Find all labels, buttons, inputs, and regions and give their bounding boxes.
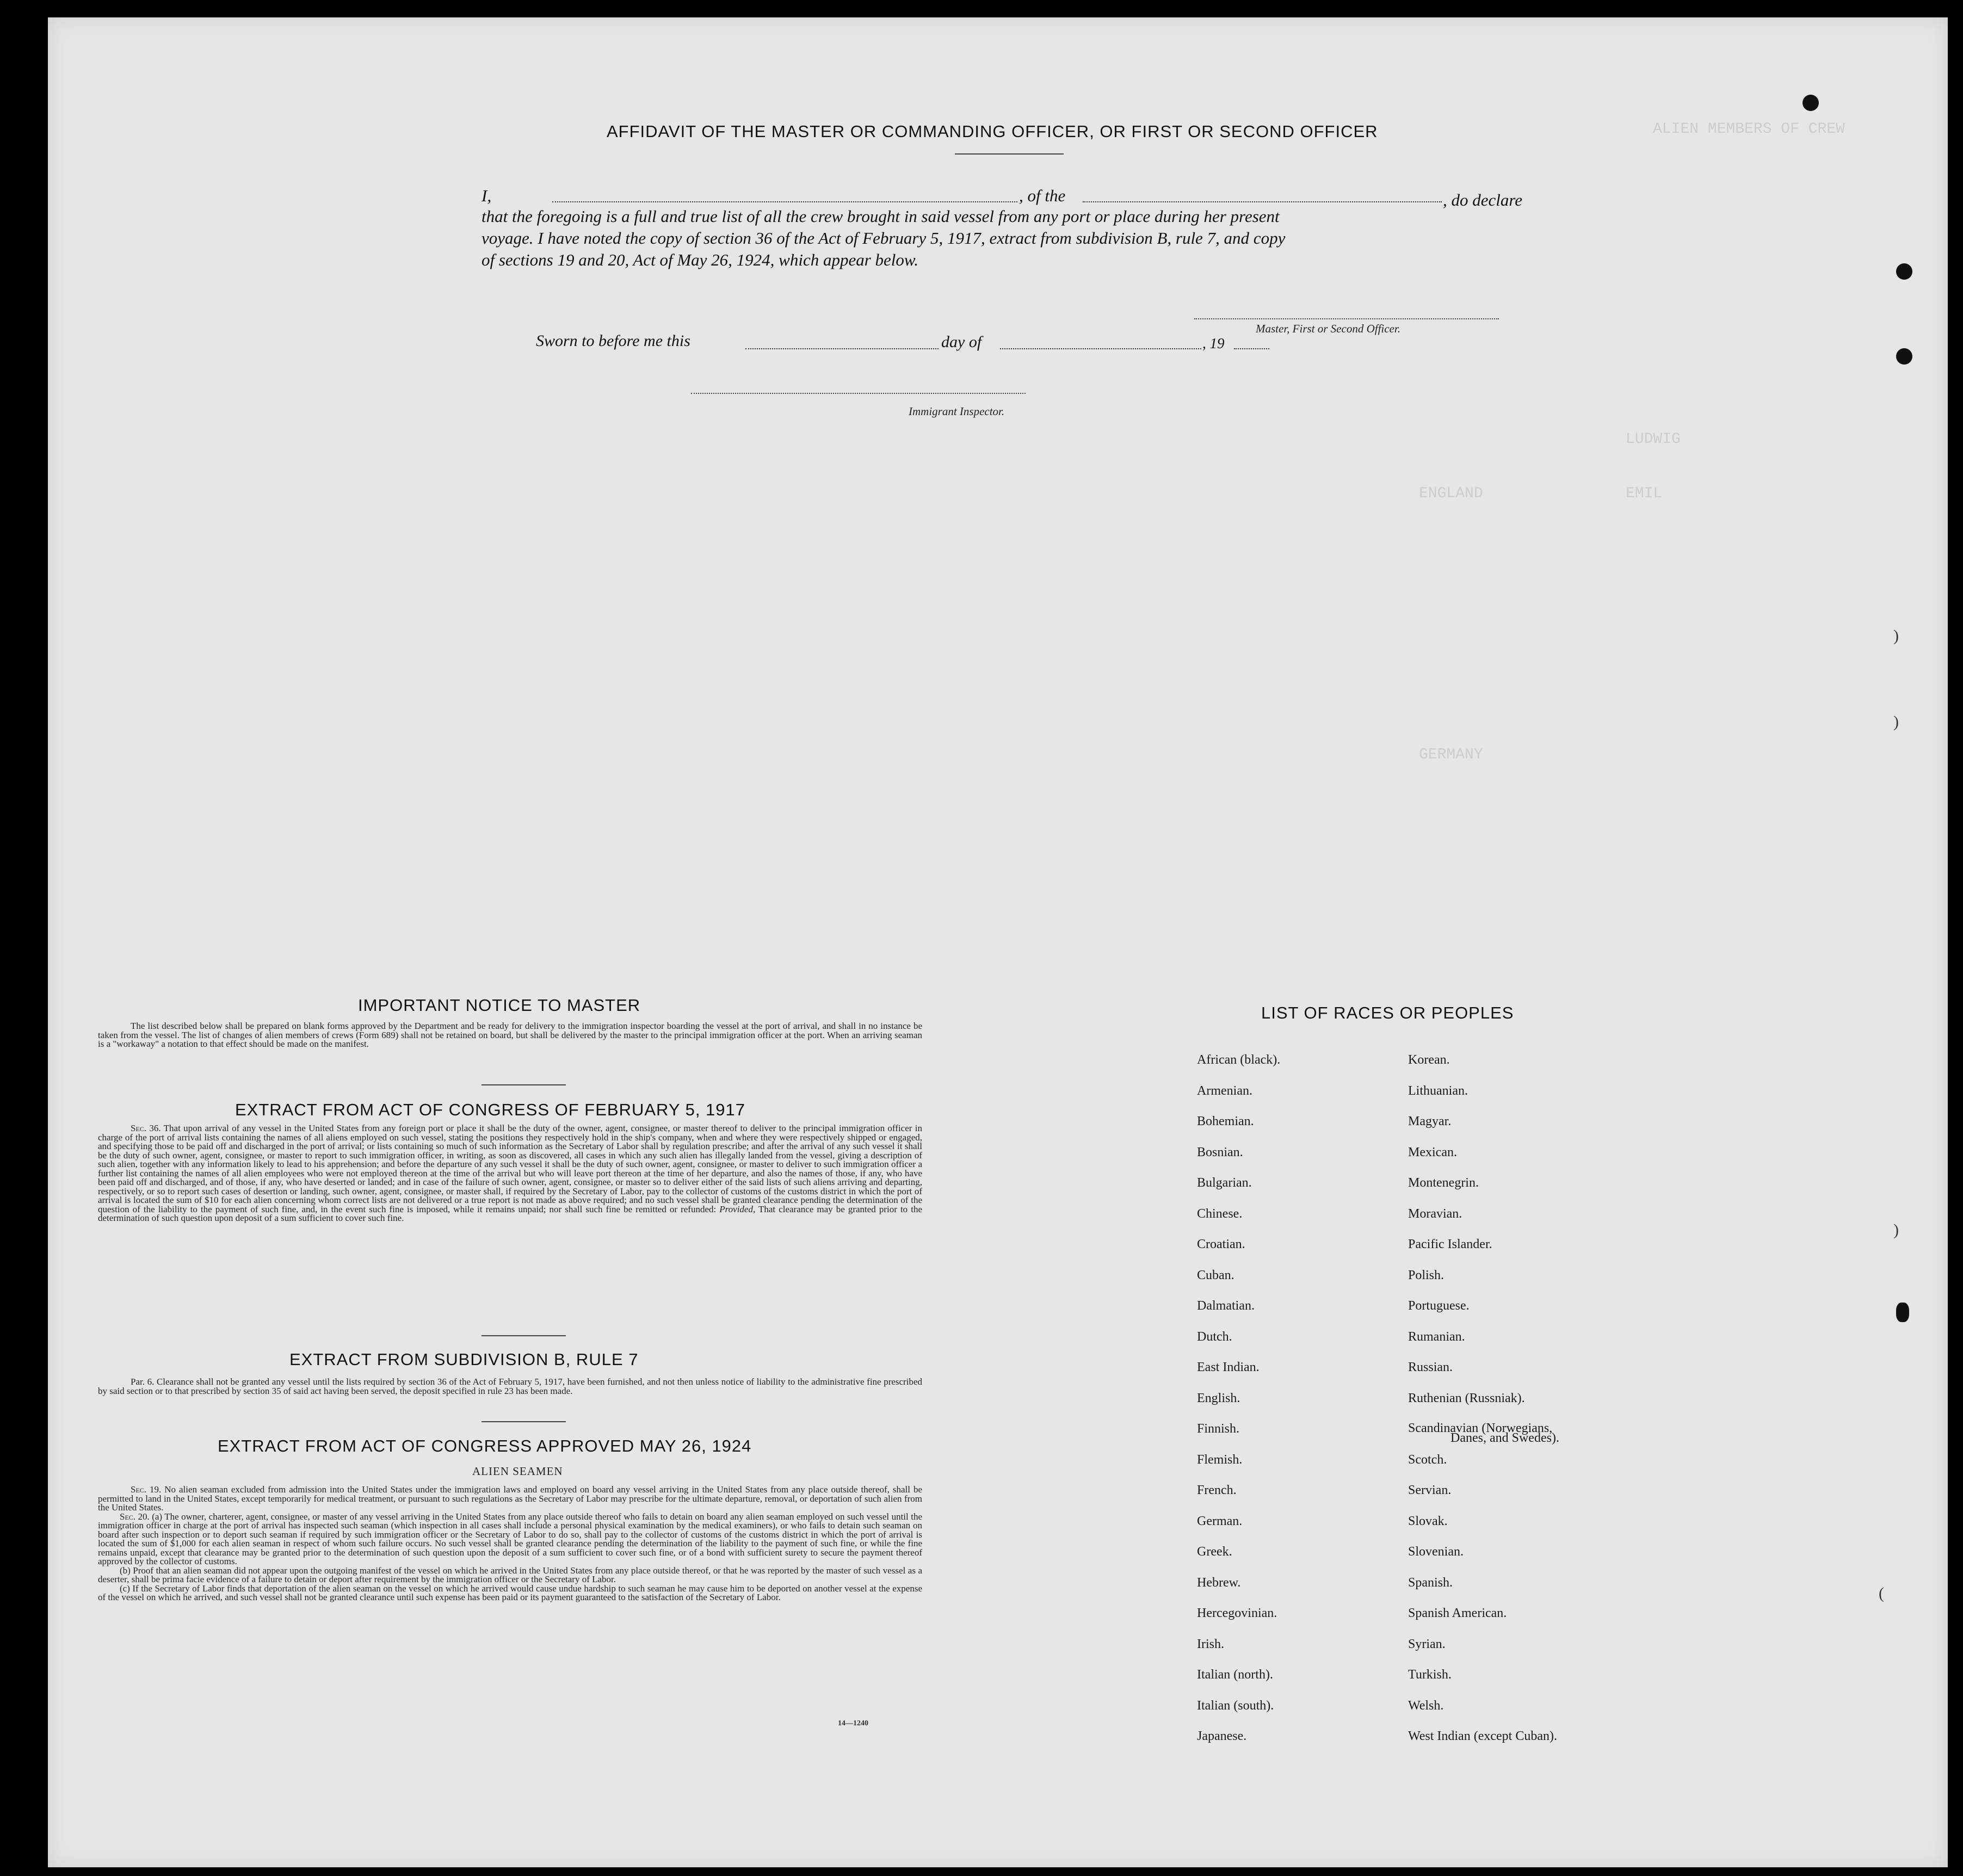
affidavit-line-4: of sections 19 and 20, Act of May 26, 1924, which appear below.	[482, 250, 919, 269]
race-item-continuation: Danes, and Swedes).	[1450, 1431, 1559, 1445]
section-20a	[98, 1513, 922, 1566]
punch-hole	[1802, 95, 1819, 111]
race-item: Magyar.	[1408, 1114, 1452, 1128]
name-field[interactable]	[552, 201, 1017, 202]
section-20c: (c) If the Secretary of Labor finds that deportation of the alien seaman on the vessel on which he arrived would cause undue hardship to such seaman he may cause him to be deported on another vessel at the expense of the vessel on which he arrived, and such vessel shall not be granted clearance until such expense has been paid or its payment guaranteed to the satisfaction of the Secretary of Labor.	[98, 1583, 922, 1602]
provided-label: Provided,	[719, 1204, 756, 1214]
race-item: English.	[1197, 1391, 1240, 1405]
affidavit-line-1	[482, 185, 1542, 207]
race-item: Chinese.	[1197, 1206, 1243, 1221]
punch-hole	[1896, 1303, 1909, 1322]
section-19-text: No alien seaman excluded from admission into the United States under the immigration laws and employed on board any vessel arriving in the United States from any place outside thereof, shall be permitted to land in the United States, except temporarily for medical treatment, or pursuant to such regulations as the Secretary of Labor may prescribe for the ultimate departure, removal, or deportation of such alien from the United States.	[98, 1484, 922, 1513]
race-item: African (black).	[1197, 1053, 1281, 1067]
race-item: Italian (north).	[1197, 1668, 1273, 1682]
vessel-field[interactable]	[1083, 201, 1442, 202]
race-item: Portuguese.	[1408, 1299, 1470, 1313]
section-20a-text: (a) The owner, charterer, agent, consignee, or master of any vessel arriving in the United States from any place outside thereof who fails to detain on board any alien seaman employed on such vessel until the immigration officer in charge at the port of arrival has inspected such seaman (which inspection in all cases shall include a personal physical examination by the medical examiners), or who fails to detain such seaman on board after such inspection or to deport such seaman if required by such immigration officer or the Secretary of Labor to do so, shall pay to the collector of customs of the customs district in which the port of arrival is located the sum of $1,000 for each alien seaman in respect of whom such failure occurs. No such vessel shall be granted clearance pending the determination of the liability to the payment of such fine, or while the fine remains unpaid, except that clearance may be granted prior to the determination of such question upon the deposit of a sum sufficient to cover such fine, or of a bond with sufficient surety to secure the payment thereof approved by the collector of customs.	[98, 1511, 922, 1566]
affidavit-title: AFFIDAVIT OF THE MASTER OR COMMANDING OFFICER, OR FIRST OR SECOND OFFICER	[607, 122, 1378, 141]
race-item-label: Scandinavian (Norwegians,	[1408, 1421, 1553, 1435]
sworn-year-field[interactable]	[1234, 348, 1269, 349]
affidavit-line-2: that the foregoing is a full and true list of all the crew brought in said vessel from any port or place during her present	[482, 207, 1280, 226]
race-item: Armenian.	[1197, 1083, 1252, 1098]
race-item: Hebrew.	[1197, 1575, 1241, 1590]
race-item: Greek.	[1197, 1545, 1232, 1559]
race-item: East Indian.	[1197, 1360, 1260, 1374]
sworn-day-field[interactable]	[745, 348, 939, 349]
section-19-label: Sec. 19.	[131, 1484, 162, 1495]
affidavit-of-the: , of the	[1019, 186, 1066, 205]
race-item: Irish.	[1197, 1637, 1224, 1651]
notice-text: The list described below shall be prepared on blank forms approved by the Department and be ready for delivery to the immigration inspector boarding the vessel at the port of arrival, and shall in no instance be taken from the vessel. The list of changes of alien members of crews (Form 689) shall not be retained on board, but shall be delivered by the master to the principal immigration officer at the port. When an arriving seaman is a "workaway" a notation to that effect should be made on the manifest.	[98, 1021, 922, 1049]
race-item: Polish.	[1408, 1268, 1445, 1282]
binding-mark: )	[1893, 1221, 1899, 1239]
sworn-month-field[interactable]	[1000, 348, 1201, 349]
races-column-2	[1408, 1053, 1559, 1760]
signature-caption: Master, First or Second Officer.	[1256, 322, 1400, 335]
race-item: Bulgarian.	[1197, 1176, 1252, 1190]
race-item: German.	[1197, 1514, 1243, 1528]
race-item: Spanish.	[1408, 1575, 1453, 1590]
race-item: Korean.	[1408, 1053, 1450, 1067]
rule-7-text: Par. 6. Clearance shall not be granted any vessel until the lists required by section 36 of the Act of February 5, 1917, have been furnished, and not then unless notice of liability to the administrative fine prescribed by said section or to that prescribed by section 35 of said act having been served, the deposit specified in rule 23 has been made.	[98, 1377, 922, 1396]
race-item: Ruthenian (Russniak).	[1408, 1391, 1525, 1405]
race-item: Cuban.	[1197, 1268, 1234, 1282]
binding-mark: )	[1893, 713, 1899, 731]
sworn-text: Sworn to before me this	[536, 332, 690, 350]
affidavit-i: I,	[482, 186, 492, 205]
divider	[955, 153, 1064, 155]
inspector-caption: Immigrant Inspector.	[909, 405, 1005, 418]
race-item: Servian.	[1408, 1483, 1452, 1497]
extract-1924-title: EXTRACT FROM ACT OF CONGRESS APPROVED MAY 26, 1924	[218, 1436, 752, 1455]
section-label: Sec. 36.	[131, 1123, 161, 1133]
extract-1924-text	[98, 1485, 922, 1602]
race-item: Flemish.	[1197, 1452, 1243, 1467]
race-item: French.	[1197, 1483, 1237, 1497]
race-item: Spanish American.	[1408, 1606, 1507, 1620]
race-item: Turkish.	[1408, 1668, 1452, 1682]
year-prefix: , 19	[1202, 335, 1225, 351]
race-item: Dutch.	[1197, 1329, 1232, 1344]
section-36-text-b: That clearance may be granted prior to the determination of such question upon deposit of a sum sufficient to cover such fine.	[98, 1204, 922, 1223]
races-title: LIST OF RACES OR PEOPLES	[1261, 1003, 1514, 1022]
race-item: Japanese.	[1197, 1729, 1247, 1743]
inspector-signature-line	[691, 393, 1026, 394]
race-item: Dalmatian.	[1197, 1299, 1255, 1313]
race-item: Montenegrin.	[1408, 1176, 1479, 1190]
section-20-label: Sec. 20.	[120, 1511, 150, 1522]
race-item: Finnish.	[1197, 1422, 1240, 1436]
extract-1917-title: EXTRACT FROM ACT OF CONGRESS OF FEBRUARY 5, 1917	[235, 1100, 746, 1119]
divider	[482, 1084, 566, 1085]
race-item: Welsh.	[1408, 1698, 1444, 1713]
race-item: Croatian.	[1197, 1237, 1245, 1251]
race-item: Moravian.	[1408, 1206, 1462, 1221]
notice-title: IMPORTANT NOTICE TO MASTER	[358, 996, 641, 1015]
punch-hole	[1896, 263, 1912, 280]
bleed-through: GERMANY	[1419, 746, 1483, 763]
section-36-text-a: That upon arrival of any vessel in the United States from any foreign port or place it shall be the duty of the owner, agent, consignee, or master thereof to deliver to the principal immigration officer in charge of the port of arrival lists containing the names of all aliens employed on such vessel, stating the positions they respectively hold in the ship's company, when and where they were respectively shipped or engaged, and specifying those to be paid off and discharged in the port of arrival; or lists containing so much of such information as the Secretary of Labor shall by regulation prescribe; and after the arrival of any such vessel it shall be the duty of such owner, agent, consignee, or master to report to such immigration officer, in writing, as soon as discovered, all cases in which any such alien has illegally landed from the vessel, giving a description of such alien, together with any information likely to lead to his apprehension; and before the departure of any such vessel it shall be the duty of such owner, agent, consignee, or master to deliver to such immigration officer a further list containing the names of all alien employees who were not employed thereon at the time of the arrival but who will leave port thereon at the time of her departure, and also the names of those, if any, who have been paid off and discharged, and of those, if any, who have deserted or landed; and in case of the failure of such owner, agent, consignee, or master so to deliver either of the said lists of such aliens arriving and departing, respectively, or so to report such cases of desertion or landing, such owner, agent, consignee, or master shall, if required by the Secretary of Labor, pay to the collector of customs of the customs district in which the port of arrival is located the sum of $10 for each alien concerning whom correct lists are not delivered or a true report is not made as above required; and no such vessel shall be granted clearance pending the determination of the question of the liability to the payment of such fine, and, in the event such fine is imposed, while it remains unpaid; nor shall such fine be remitted or refunded:	[98, 1123, 922, 1214]
extract-1917-text	[98, 1124, 922, 1223]
punch-hole	[1896, 348, 1912, 365]
races-column-1	[1197, 1053, 1280, 1760]
signature-line	[1194, 318, 1499, 319]
divider	[482, 1421, 566, 1422]
race-item: Scotch.	[1408, 1452, 1447, 1467]
race-item: Italian (south).	[1197, 1698, 1274, 1713]
form-number: 14—1240	[838, 1719, 868, 1727]
race-item: Slovenian.	[1408, 1545, 1464, 1559]
section-19	[98, 1485, 922, 1513]
affidavit-declare: , do declare	[1443, 190, 1523, 209]
race-item: Syrian.	[1408, 1637, 1446, 1651]
race-item: Pacific Islander.	[1408, 1237, 1492, 1251]
race-item: Bohemian.	[1197, 1114, 1254, 1128]
race-item: Hercegovinian.	[1197, 1606, 1277, 1620]
section-20b: (b) Proof that an alien seaman did not appear upon the outgoing manifest of the vessel on which he arrived in the United States from any place outside thereof, or that he was reported by the master of such vessel as a deserter, shall be prima facie evidence of a failure to detain or deport after requirement by the immigration officer or the Secretary of Labor.	[98, 1565, 922, 1584]
affidavit-line-3: voyage. I have noted the copy of section 36 of the Act of February 5, 1917, extract from subdivision B, rule 7, and copy	[482, 229, 1286, 248]
binding-mark: )	[1893, 627, 1899, 645]
bleed-through: EMIL	[1626, 485, 1663, 502]
race-item: West Indian (except Cuban).	[1408, 1729, 1557, 1743]
divider	[482, 1335, 566, 1336]
binding-mark: (	[1879, 1584, 1884, 1602]
race-item: Lithuanian.	[1408, 1083, 1468, 1098]
bleed-through: ALIEN MEMBERS OF CREW	[1653, 121, 1845, 138]
bleed-through: LUDWIG	[1626, 431, 1681, 448]
race-item: Russian.	[1408, 1360, 1453, 1374]
race-item: Slovak.	[1408, 1514, 1448, 1528]
race-item	[1408, 1422, 1559, 1453]
day-of-text: day of	[941, 333, 982, 351]
race-item: Mexican.	[1408, 1145, 1457, 1159]
alien-seamen-subtitle: ALIEN SEAMEN	[472, 1465, 563, 1478]
rule-7-title: EXTRACT FROM SUBDIVISION B, RULE 7	[289, 1350, 639, 1369]
bleed-through: ENGLAND	[1419, 485, 1483, 502]
race-item: Rumanian.	[1408, 1329, 1465, 1344]
race-item: Bosnian.	[1197, 1145, 1243, 1159]
